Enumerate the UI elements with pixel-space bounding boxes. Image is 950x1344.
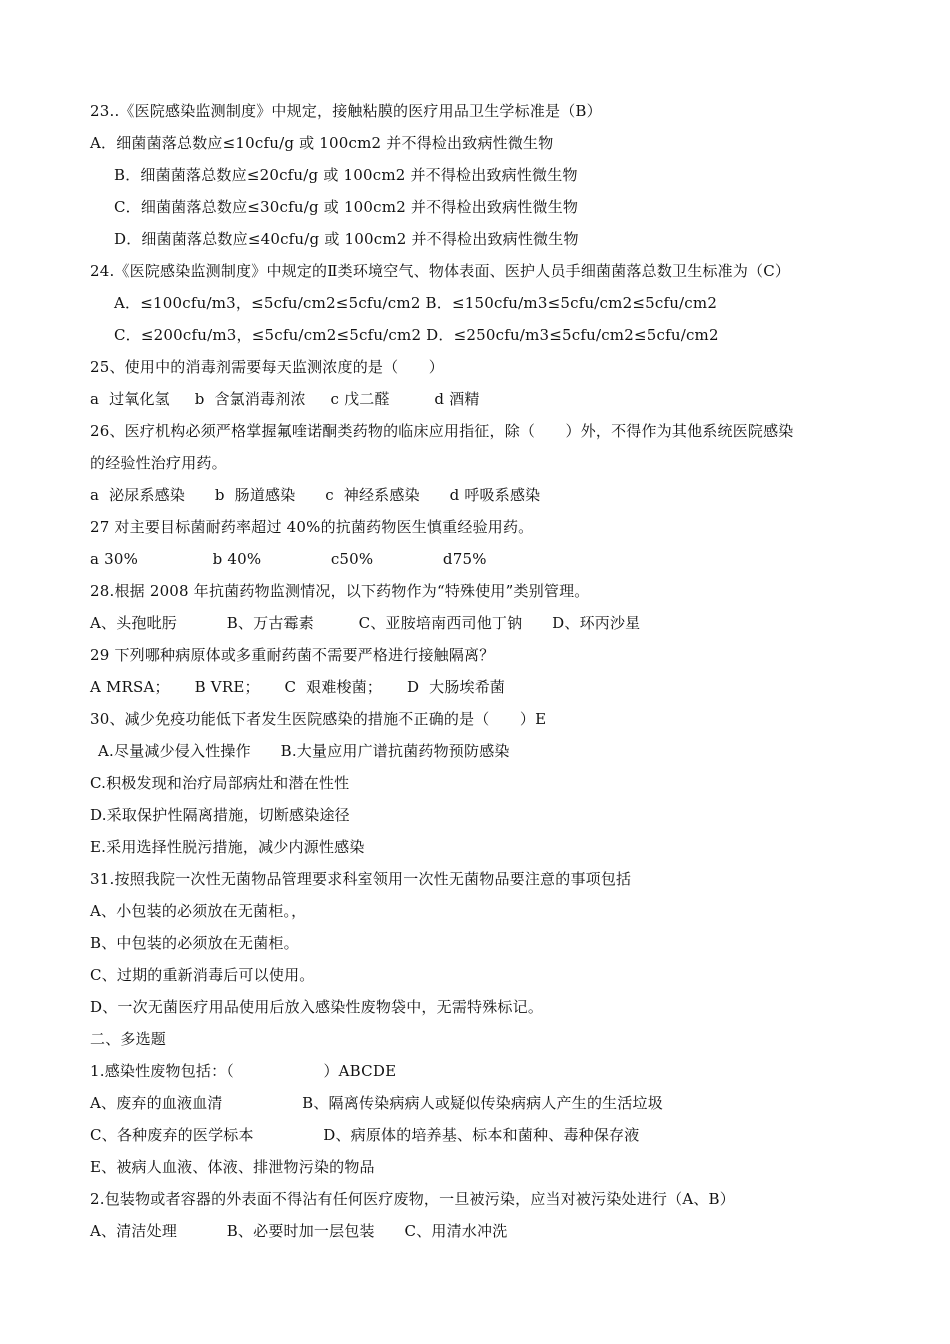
question-29: 29 下列哪种病原体或多重耐药菌不需要严格进行接触隔离？ [90,646,495,664]
option-line: A．细菌菌落总数应≤10cfu/g 或 100cm2 并不得检出致病性微生物 [90,134,554,152]
option-line: a 过氧化氢 b 含氯消毒剂浓 c 戊二醛 d 酒精 [90,390,480,408]
option-line: C、各种废弃的医学标本 D、病原体的培养基、标本和菌种、毒种保存液 [90,1126,640,1144]
question-30: 30、减少免疫功能低下者发生医院感染的措施不正确的是（ ）E [90,710,547,728]
question-28: 28.根据 2008 年抗菌药物监测情况，以下药物作为“特殊使用”类别管理。 [90,582,590,600]
option-line: a 泌尿系感染 b 肠道感染 c 神经系感染 d 呼吸系感染 [90,486,541,504]
section-heading: 二、多选题 [90,1030,167,1048]
option-line: A、废弃的血液血清 B、隔离传染病病人或疑似传染病病人产生的生活垃圾 [90,1094,663,1112]
option-line: A、头孢吡肟 B、万古霉素 C、亚胺培南西司他丁钠 D、环丙沙星 [90,614,641,632]
question-24: 24.《医院感染监测制度》中规定的Ⅱ类环境空气、物体表面、医护人员手细菌菌落总数卫生标准为（C） [90,262,791,280]
option-line: D、一次无菌医疗用品使用后放入感染性废物袋中，无需特殊标记。 [90,998,544,1016]
option-line: B．细菌菌落总数应≤20cfu/g 或 100cm2 并不得检出致病性微生物 [114,166,578,184]
multi-question-1: 1.感染性废物包括：（ ）ABCDE [90,1062,397,1080]
option-line: D.采取保护性隔离措施，切断感染途径 [90,806,350,824]
option-line: C．细菌菌落总数应≤30cfu/g 或 100cm2 并不得检出致病性微生物 [114,198,579,216]
question-26: 26、医疗机构必须严格掌握氟喹诺酮类药物的临床应用指征，除（ ）外，不得作为其他系统医院感染 [90,422,794,440]
option-line: E.采用选择性脱污措施，减少内源性感染 [90,838,365,856]
question-23: 23..《医院感染监测制度》中规定，接触粘膜的医疗用品卫生学标准是（B） [90,102,602,120]
question-26-continued: 的经验性治疗用药。 [90,454,227,472]
option-line: A.尽量减少侵入性操作 B.大量应用广谱抗菌药物预防感染 [98,742,510,760]
option-line: E、被病人血液、体液、排泄物污染的物品 [90,1158,375,1176]
option-line: D．细菌菌落总数应≤40cfu/g 或 100cm2 并不得检出致病性微生物 [114,230,579,248]
option-line: A．≤100cfu/m3，≤5cfu/cm2≤5cfu/cm2 B．≤150cfu/m3≤5cfu/cm2≤5cfu/cm2 [114,294,718,312]
option-line: C、过期的重新消毒后可以使用。 [90,966,315,984]
option-line: C．≤200cfu/m3，≤5cfu/cm2≤5cfu/cm2 D．≤250cfu/m3≤5cfu/cm2≤5cfu/cm2 [114,326,719,344]
option-line: A MRSA； B VRE； C 艰难梭菌； D 大肠埃希菌 [90,678,506,696]
option-line: A、清洁处理 B、必要时加一层包装 C、用清水冲洗 [90,1222,508,1240]
question-27: 27 对主要目标菌耐药率超过 40%的抗菌药物医生慎重经验用药。 [90,518,534,536]
option-line: C.积极发现和治疗局部病灶和潜在性性 [90,774,350,792]
question-31: 31.按照我院一次性无菌物品管理要求科室领用一次性无菌物品要注意的事项包括 [90,870,632,888]
question-25: 25、使用中的消毒剂需要每天监测浓度的是（ ） [90,358,444,376]
multi-question-2: 2.包装物或者容器的外表面不得沾有任何医疗废物，一旦被污染，应当对被污染处进行（A、B） [90,1190,735,1208]
option-line: B、中包装的必须放在无菌柜。 [90,934,299,952]
option-line: A、小包装的必须放在无菌柜。， [90,902,307,920]
option-line: a 30% b 40% c50% d75% [90,550,487,568]
